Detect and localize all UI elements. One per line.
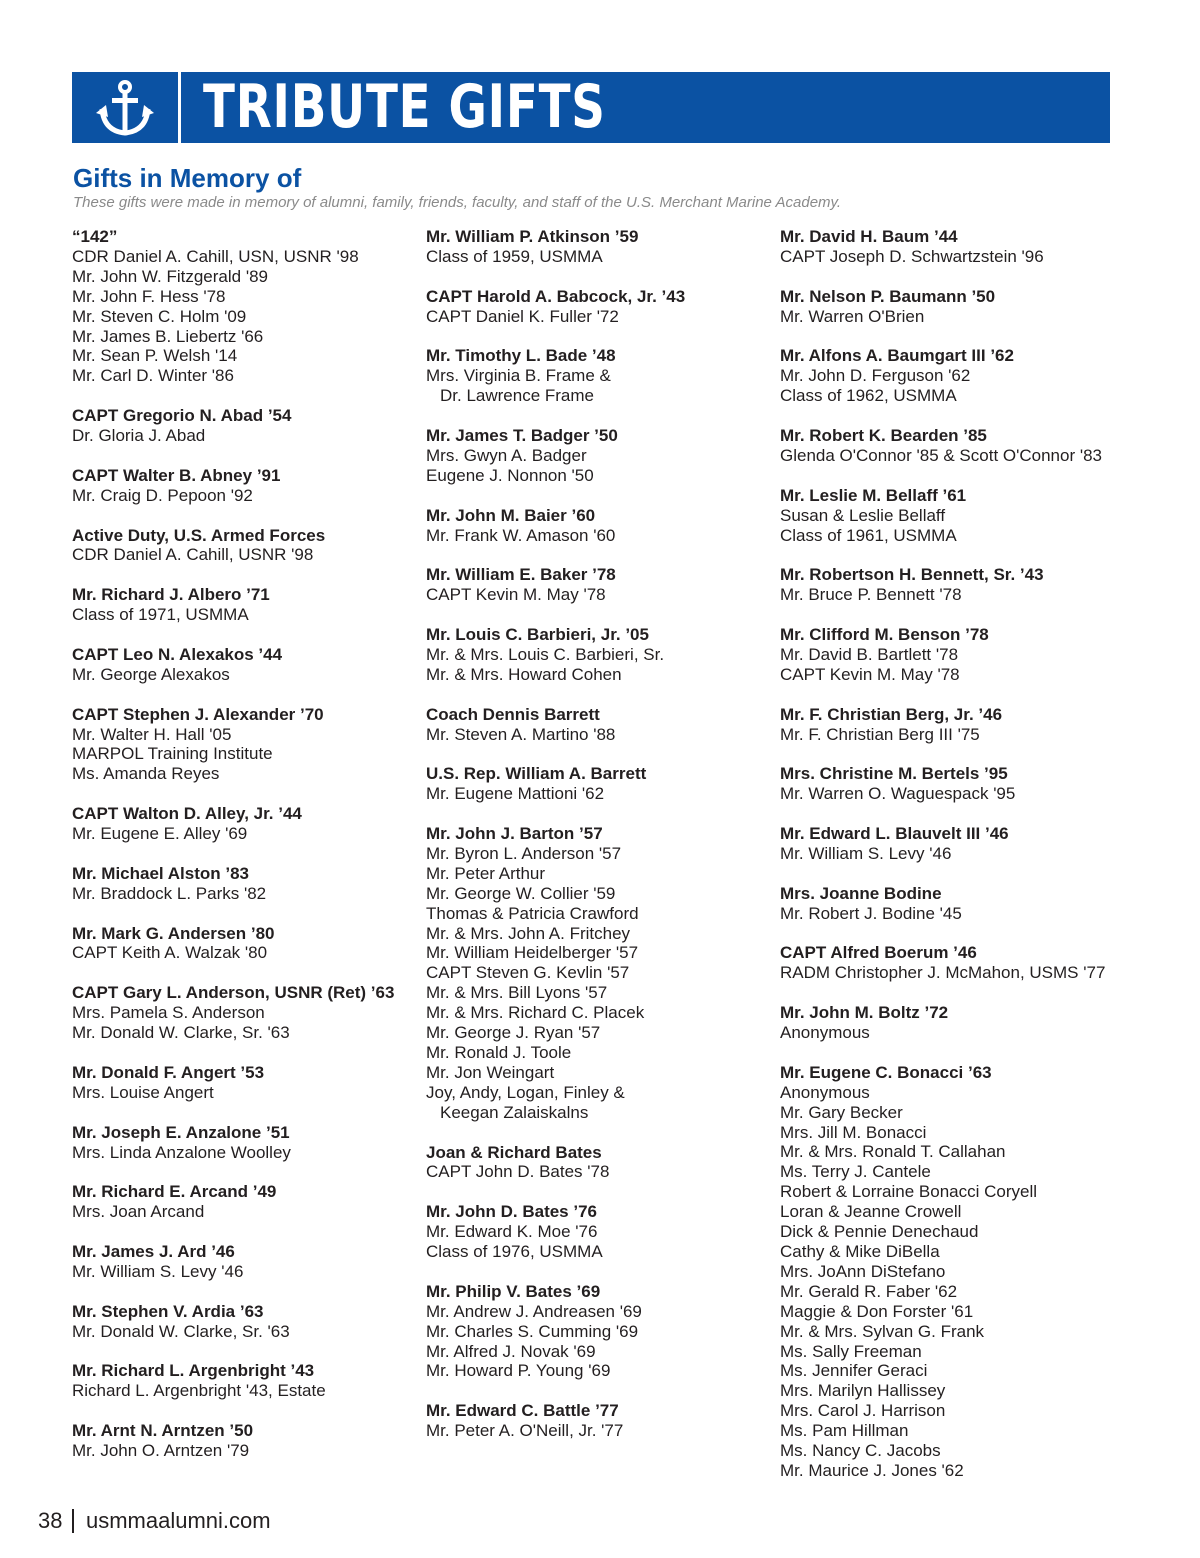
donor-name: Mrs. Linda Anzalone Woolley (72, 1142, 291, 1162)
honoree-name: CAPT Walter B. Abney ’91 (72, 465, 281, 485)
tribute-entry (72, 1302, 422, 1342)
tribute-entry (426, 346, 776, 406)
honoree-name: Mr. Donald F. Angert ’53 (72, 1062, 265, 1082)
donor-name: Dick & Pennie Denechaud (780, 1222, 979, 1242)
donor-name: MARPOL Training Institute (72, 744, 273, 764)
honoree-name: U.S. Rep. William A. Barrett (426, 764, 647, 784)
tribute-entry (780, 824, 1140, 864)
column-1 (72, 227, 422, 1481)
tribute-entry (72, 406, 422, 446)
tribute-entry (426, 287, 776, 327)
honoree-name: Mr. Louis C. Barbieri, Jr. ’05 (426, 625, 649, 645)
honoree-name: Mrs. Joanne Bodine (780, 883, 942, 903)
honoree-name: Mr. William P. Atkinson ’59 (426, 227, 639, 246)
donor-name: Mr. Jon Weingart (426, 1062, 555, 1082)
donor-name: Mr. Warren O'Brien (780, 306, 925, 326)
donor-name: Dr. Gloria J. Abad (72, 426, 206, 446)
honoree-name: Mr. Leslie M. Bellaff ’61 (780, 485, 967, 505)
donor-name: Mr. George Alexakos (72, 664, 230, 684)
donor-name: Class of 1962, USMMA (780, 386, 957, 406)
donor-name: CAPT Joseph D. Schwartzstein '96 (780, 246, 1044, 266)
donor-name: Maggie & Don Forster '61 (780, 1301, 974, 1321)
donor-name: Mrs. Jill M. Bonacci (780, 1122, 927, 1142)
donor-name: Mr. Frank W. Amason '60 (426, 525, 616, 545)
anchor-icon (96, 79, 154, 137)
donor-name: Mrs. Joan Arcand (72, 1202, 205, 1222)
honoree-name: Mr. Clifford M. Benson ’78 (780, 625, 989, 645)
donor-name: Mr. & Mrs. Bill Lyons '57 (426, 983, 608, 1003)
donor-name: Mr. Gerald R. Faber '62 (780, 1281, 958, 1301)
donor-name: Mrs. Gwyn A. Badger (426, 445, 587, 465)
donor-name: CAPT Kevin M. May '78 (780, 664, 960, 684)
donor-name: Mr. Andrew J. Andreasen '69 (426, 1301, 642, 1321)
tribute-entry (780, 764, 1140, 804)
donor-name: Mrs. Virginia B. Frame & (426, 366, 611, 386)
honoree-name: Mr. John J. Barton ’57 (426, 824, 603, 844)
donor-name: Mrs. Carol J. Harrison (780, 1401, 946, 1421)
tribute-entry (426, 565, 776, 605)
donor-name: Robert & Lorraine Bonacci Coryell (780, 1182, 1038, 1202)
tribute-entry (72, 1421, 422, 1461)
website-link[interactable]: usmmaalumni.com (85, 1508, 271, 1533)
honoree-name: Mr. John D. Bates ’76 (426, 1202, 597, 1222)
donor-name: Mr. William S. Levy '46 (780, 843, 952, 863)
tribute-entry (780, 705, 1140, 745)
honoree-name: CAPT Leo N. Alexakos ’44 (72, 644, 283, 664)
tribute-entry (426, 227, 776, 267)
donor-name: Eugene J. Nonnon '50 (426, 465, 594, 485)
tribute-entry (780, 227, 1140, 267)
honoree-name: Mr. Edward L. Blauvelt III ’46 (780, 824, 1009, 844)
tribute-entry (426, 824, 776, 1123)
donor-name: Class of 1959, USMMA (426, 246, 603, 266)
honoree-name: Mr. Robertson H. Bennett, Sr. ’43 (780, 565, 1044, 585)
honoree-name: Mr. Philip V. Bates ’69 (426, 1281, 601, 1301)
honoree-name: Mr. Edward C. Battle ’77 (426, 1401, 619, 1421)
tribute-entry (780, 426, 1140, 466)
tribute-entry (426, 1202, 776, 1262)
honoree-name: CAPT Stephen J. Alexander ’70 (72, 704, 324, 724)
donor-name: Mr. George J. Ryan '57 (426, 1023, 601, 1043)
banner-divider (178, 72, 181, 143)
tribute-entry (72, 1063, 422, 1103)
donor-name: Mr. Byron L. Anderson '57 (426, 843, 622, 863)
donor-name: Mr. John F. Hess '78 (72, 286, 226, 306)
page-number: 38 (38, 1508, 63, 1533)
tribute-entry (72, 864, 422, 904)
title-banner (72, 72, 1110, 143)
donor-name: Susan & Leslie Bellaff (780, 505, 946, 525)
donor-name: Richard L. Argenbright '43, Estate (72, 1381, 326, 1401)
donor-name: Mr. Sean P. Welsh '14 (72, 346, 238, 366)
tribute-entry (72, 1123, 422, 1163)
tribute-entry (426, 764, 776, 804)
tribute-entry (72, 526, 422, 566)
donor-name: Glenda O'Connor '85 & Scott O'Connor '83 (780, 445, 1102, 465)
donor-name: RADM Christopher J. McMahon, USMS '77 (780, 963, 1106, 983)
tribute-entry (780, 565, 1140, 605)
honoree-name: Mr. Nelson P. Baumann ’50 (780, 286, 996, 306)
honoree-name: CAPT Gregorio N. Abad ’54 (72, 406, 292, 426)
donor-name: Mrs. Pamela S. Anderson (72, 1003, 265, 1023)
donor-name: Ms. Jennifer Geraci (780, 1361, 928, 1381)
honoree-name: Mr. James T. Badger ’50 (426, 426, 618, 446)
donor-name: CAPT Steven G. Kevlin '57 (426, 963, 630, 983)
tribute-entry (72, 1361, 422, 1401)
honoree-name: Mr. Richard E. Arcand ’49 (72, 1182, 277, 1202)
honoree-name: Mr. Stephen V. Ardia ’63 (72, 1301, 264, 1321)
honoree-name: Mr. Joseph E. Anzalone ’51 (72, 1122, 290, 1142)
donor-name: Mr. John W. Fitzgerald '89 (72, 266, 268, 286)
honoree-name: Mr. Alfons A. Baumgart III ’62 (780, 346, 1014, 366)
donor-name: Mr. Maurice J. Jones '62 (780, 1460, 964, 1480)
donor-name: Mr. F. Christian Berg III '75 (780, 724, 980, 744)
anchor-icon-box (72, 72, 178, 143)
honoree-name: Mr. Mark G. Andersen ’80 (72, 923, 275, 943)
donor-name: Mr. Ronald J. Toole (426, 1043, 572, 1063)
honoree-name: Mr. James J. Ard ’46 (72, 1242, 235, 1261)
tribute-entry (426, 1282, 776, 1382)
donor-name: Mr. Edward K. Moe '76 (426, 1222, 598, 1242)
donor-name: Anonymous (780, 1082, 870, 1102)
donor-name: CDR Daniel A. Cahill, USN, USNR '98 (72, 246, 359, 266)
donor-name: Mr. James B. Liebertz '66 (72, 326, 264, 346)
honoree-name: Mr. William E. Baker ’78 (426, 565, 616, 585)
tribute-entry (72, 983, 422, 1043)
honoree-name: CAPT Gary L. Anderson, USNR (Ret) ’63 (72, 983, 395, 1003)
donor-name: Anonymous (780, 1023, 870, 1043)
section-title: Gifts in Memory of (73, 163, 302, 193)
honoree-name: CAPT Walton D. Alley, Jr. ’44 (72, 804, 302, 824)
tribute-entry (780, 1003, 1140, 1043)
donor-name: Mr. William S. Levy '46 (72, 1261, 244, 1281)
donor-name: Mr. William Heidelberger '57 (426, 943, 639, 963)
honoree-name: Mr. Arnt N. Arntzen ’50 (72, 1421, 254, 1441)
tribute-entry (72, 1182, 422, 1222)
donor-name: Mrs. JoAnn DiStefano (780, 1261, 946, 1281)
donor-name: Mr. Walter H. Hall '05 (72, 724, 232, 744)
honoree-name: Mr. Timothy L. Bade ’48 (426, 346, 616, 366)
tribute-entry (72, 645, 422, 685)
tribute-entry (72, 804, 422, 844)
donor-name: CDR Daniel A. Cahill, USNR '98 (72, 545, 314, 565)
tribute-entry (780, 1063, 1140, 1481)
honoree-name: Mr. Robert K. Bearden ’85 (780, 426, 987, 446)
tribute-entry (426, 1401, 776, 1441)
donor-name: Ms. Sally Freeman (780, 1341, 922, 1361)
donor-name: Mr. & Mrs. Ronald T. Callahan (780, 1142, 1006, 1162)
donor-name: Mr. Steven C. Holm '09 (72, 306, 247, 326)
tribute-entry (780, 486, 1140, 546)
tribute-entry (780, 287, 1140, 327)
donor-name: Mr. Warren O. Waguespack '95 (780, 784, 1016, 804)
donor-name: Mr. Carl D. Winter '86 (72, 366, 234, 386)
honoree-name: Mr. John M. Boltz ’72 (780, 1003, 949, 1023)
honoree-name: Mr. David H. Baum ’44 (780, 227, 958, 246)
honoree-name: Mr. Richard L. Argenbright ’43 (72, 1361, 315, 1381)
donor-name: Mr. Donald W. Clarke, Sr. '63 (72, 1023, 290, 1043)
donor-name: Mr. & Mrs. Howard Cohen (426, 664, 622, 684)
donor-name: Thomas & Patricia Crawford (426, 903, 639, 923)
donor-name: Mr. Peter Arthur (426, 863, 546, 883)
donor-name: Ms. Terry J. Cantele (780, 1162, 931, 1182)
page-footer (38, 1505, 271, 1537)
donor-name: Loran & Jeanne Crowell (780, 1202, 962, 1222)
donor-name: Mr. Donald W. Clarke, Sr. '63 (72, 1321, 290, 1341)
donor-name: Mr. Eugene Mattioni '62 (426, 784, 605, 804)
column-3 (780, 227, 1140, 1501)
donor-name: Mr. John D. Ferguson '62 (780, 366, 971, 386)
honoree-name: Mr. Richard J. Albero ’71 (72, 585, 270, 605)
honoree-name: “142” (72, 227, 118, 246)
donor-name: Keegan Zalaiskalns (440, 1102, 589, 1122)
tribute-entry (426, 705, 776, 745)
donor-name: Cathy & Mike DiBella (780, 1242, 940, 1262)
tribute-entry (426, 625, 776, 685)
donor-name: Mr. Eugene E. Alley '69 (72, 824, 248, 844)
donor-name: Mr. Bruce P. Bennett '78 (780, 585, 962, 605)
tribute-entry (72, 924, 422, 964)
tribute-entry (426, 506, 776, 546)
donor-name: Ms. Pam Hillman (780, 1421, 909, 1441)
honoree-name: Mr. Eugene C. Bonacci ’63 (780, 1062, 992, 1082)
honoree-name: Active Duty, U.S. Armed Forces (72, 525, 326, 545)
donor-name: Mr. & Mrs. Richard C. Placek (426, 1003, 645, 1023)
column-2 (426, 227, 776, 1461)
tribute-entry (780, 943, 1140, 983)
tribute-entry (72, 585, 422, 625)
page-title: TRIBUTE GIFTS (203, 72, 606, 142)
donor-name: Class of 1976, USMMA (426, 1242, 603, 1262)
donor-name: Mr. Steven A. Martino '88 (426, 724, 616, 744)
donor-name: Class of 1971, USMMA (72, 605, 249, 625)
honoree-name: Coach Dennis Barrett (426, 704, 600, 724)
donor-name: Mr. Alfred J. Novak '69 (426, 1341, 596, 1361)
donor-name: Mr. & Mrs. Sylvan G. Frank (780, 1321, 985, 1341)
donor-name: Mrs. Louise Angert (72, 1082, 214, 1102)
donor-name: CAPT Daniel K. Fuller '72 (426, 306, 619, 326)
donor-name: Mr. Peter A. O'Neill, Jr. '77 (426, 1421, 624, 1441)
donor-name: Mr. David B. Bartlett '78 (780, 644, 959, 664)
honoree-name: CAPT Alfred Boerum ’46 (780, 943, 977, 963)
donor-name: Mr. Charles S. Cumming '69 (426, 1321, 639, 1341)
donor-name: Mr. Braddock L. Parks '82 (72, 883, 267, 903)
donor-name: Mrs. Marilyn Hallissey (780, 1381, 946, 1401)
honoree-name: CAPT Harold A. Babcock, Jr. ’43 (426, 286, 686, 306)
tribute-entry (426, 1143, 776, 1183)
donor-name: Mr. & Mrs. John A. Fritchey (426, 923, 631, 943)
donor-name: Mr. Howard P. Young '69 (426, 1361, 611, 1381)
tribute-entry (72, 466, 422, 506)
donor-name: Class of 1961, USMMA (780, 525, 957, 545)
donor-name: CAPT Keith A. Walzak '80 (72, 943, 268, 963)
donor-name: Mr. George W. Collier '59 (426, 883, 616, 903)
footer-divider (72, 1509, 74, 1533)
honoree-name: Joan & Richard Bates (426, 1142, 602, 1162)
section-subtitle: These gifts were made in memory of alumni, family, friends, faculty, and staff of the U.S. Merchant Marine Academy. (73, 194, 842, 211)
tribute-entry (780, 346, 1140, 406)
donor-name: Dr. Lawrence Frame (440, 386, 594, 406)
tribute-entry (780, 884, 1140, 924)
donor-name: Joy, Andy, Logan, Finley & (426, 1082, 625, 1102)
donor-name: Ms. Amanda Reyes (72, 764, 220, 784)
donor-name: Mr. Robert J. Bodine '45 (780, 903, 962, 923)
donor-name: Mr. Gary Becker (780, 1102, 903, 1122)
donor-name: CAPT Kevin M. May '78 (426, 585, 606, 605)
tribute-entry (780, 625, 1140, 685)
donor-name: Ms. Nancy C. Jacobs (780, 1441, 941, 1461)
tribute-entry (72, 705, 422, 785)
donor-name: CAPT John D. Bates '78 (426, 1162, 610, 1182)
tribute-entry (72, 1242, 422, 1282)
tribute-entry (72, 227, 422, 386)
honoree-name: Mrs. Christine M. Bertels ’95 (780, 764, 1008, 784)
honoree-name: Mr. John M. Baier ’60 (426, 505, 596, 525)
donor-name: Mr. John O. Arntzen '79 (72, 1441, 250, 1461)
donor-name: Mr. & Mrs. Louis C. Barbieri, Sr. (426, 644, 665, 664)
tribute-entry (426, 426, 776, 486)
honoree-name: Mr. Michael Alston ’83 (72, 863, 249, 883)
honoree-name: Mr. F. Christian Berg, Jr. ’46 (780, 704, 1003, 724)
donor-name: Mr. Craig D. Pepoon '92 (72, 485, 253, 505)
